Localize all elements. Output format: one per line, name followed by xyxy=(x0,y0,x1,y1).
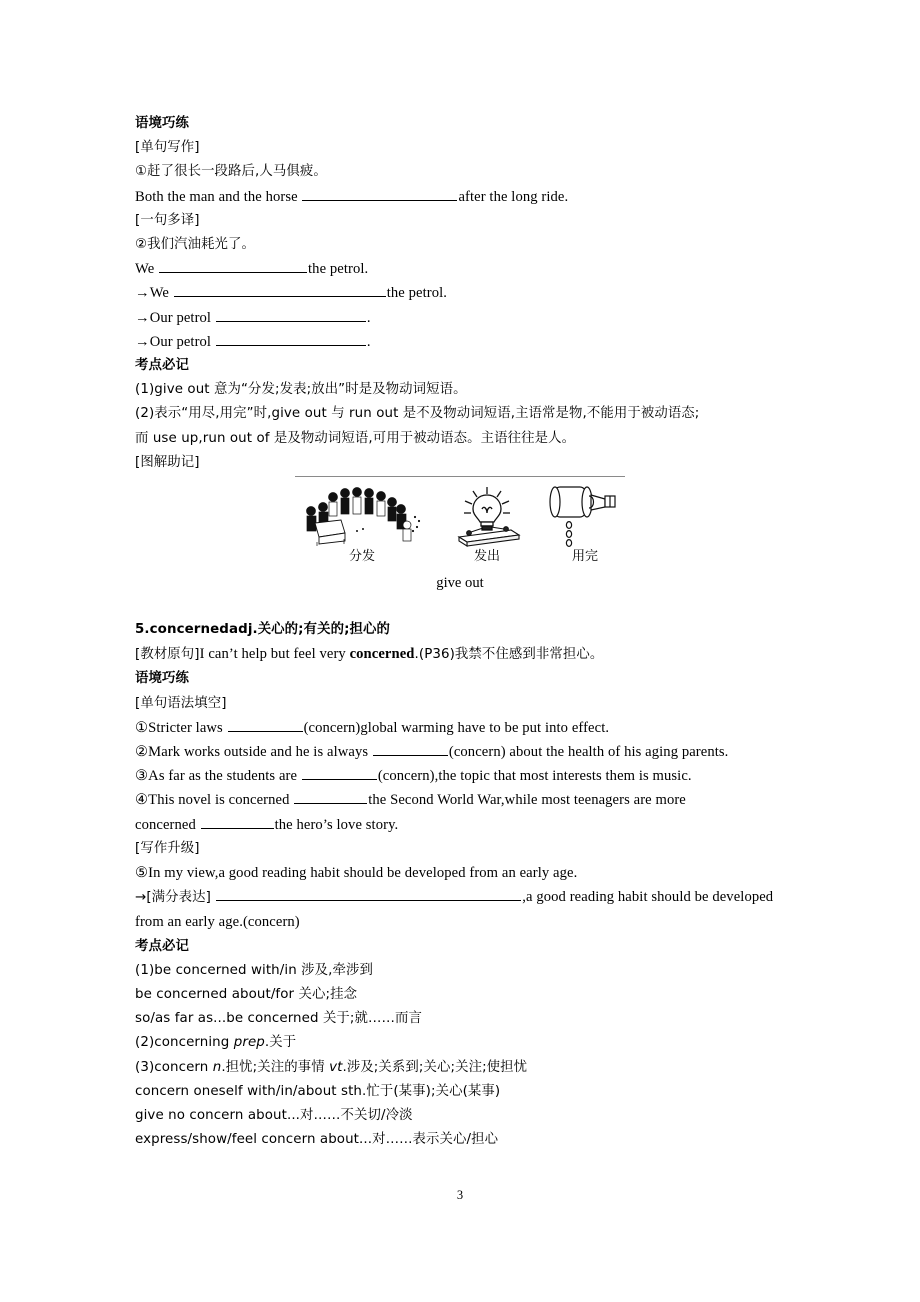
answer-blank[interactable] xyxy=(216,307,366,322)
entry5-note-4 xyxy=(135,1031,785,1055)
entry-5-heading: 5.concernedadj.关心的;有关的;担心的 xyxy=(135,622,391,637)
q1-post: (concern)global warming have to be put into effect. xyxy=(303,719,610,736)
q2-post: the petrol. xyxy=(308,261,369,278)
q2c-post: . xyxy=(366,309,371,326)
note-line-3: 而 use up,run out of 是及物动词短语,可用于被动语态。主语往往是人。 xyxy=(135,430,576,446)
question-2-answer-line-4 xyxy=(135,330,785,354)
label-multi-translation: [一句多译] xyxy=(135,212,200,228)
answer-blank[interactable] xyxy=(373,741,448,756)
answer-blank[interactable] xyxy=(159,258,307,273)
question-2-answer-line-3 xyxy=(135,306,785,330)
entry5-note-8: express/show/feel concern about...对……表示关心/担心 xyxy=(135,1132,499,1148)
q5-answer-pre: →[满分表达] xyxy=(135,890,216,906)
note-concern-n-mid: .担忧;关注的事情 xyxy=(221,1059,330,1075)
note-concern-pos-vt: vt xyxy=(329,1059,343,1075)
textbook-apostrophe: ’ xyxy=(228,646,234,663)
answer-blank[interactable] xyxy=(302,186,457,201)
label-writing-upgrade: [写作升级] xyxy=(135,840,200,856)
q1-post: after the long ride. xyxy=(458,188,569,205)
note-concern-pos-n: n xyxy=(212,1059,222,1075)
figure-item-distribute xyxy=(297,487,427,565)
textbook-label: [教材原句] xyxy=(135,647,200,663)
answer-blank[interactable] xyxy=(201,814,274,829)
entry5-question-2 xyxy=(135,740,785,764)
answer-blank[interactable] xyxy=(228,717,303,732)
question-2-chinese: ②我们汽油耗光了。 xyxy=(135,237,256,253)
entry5-question-1 xyxy=(135,716,785,740)
label-grammar-fill: [单句语法填空] xyxy=(135,695,227,711)
q2-pre: We xyxy=(135,261,159,278)
entry5-question-4-line2 xyxy=(135,813,785,837)
entry-5-block xyxy=(135,618,785,1152)
label-single-sentence-writing: [单句写作] xyxy=(135,140,200,156)
entry-5-textbook-sentence xyxy=(135,642,785,667)
q1-pre: Both the man and the horse xyxy=(135,188,302,205)
figure-row xyxy=(295,487,625,565)
entry5-note-6: concern oneself with/in/about sth.忙于(某事);关心(某事) xyxy=(135,1083,501,1099)
entry-5-practice-heading: 语境巧练 xyxy=(135,671,189,687)
give-out-figure xyxy=(295,476,625,592)
figure-caption: give out xyxy=(436,575,484,591)
q1-pre: ①Stricter laws xyxy=(135,719,227,736)
answer-blank[interactable] xyxy=(216,331,366,346)
note-concerning-pos: prep xyxy=(233,1035,265,1051)
entry5-note-1: (1)be concerned with/in 涉及,牵涉到 xyxy=(135,962,373,978)
q4b-pre: concerned xyxy=(135,816,200,833)
entry5-note-5 xyxy=(135,1056,785,1080)
empty-bottle-icon xyxy=(547,483,623,547)
question-2-answer-line-2 xyxy=(135,281,785,305)
figure-item-useup xyxy=(547,483,623,565)
answer-blank[interactable] xyxy=(302,765,377,780)
entry5-note-7: give no concern about...对……不关切/冷淡 xyxy=(135,1108,413,1124)
label-illustration: [图解助记] xyxy=(135,454,200,470)
answer-blank[interactable] xyxy=(294,790,367,805)
figure-label-emit: 发出 xyxy=(473,549,500,564)
entry5-question-3 xyxy=(135,764,785,788)
q2-pre: ②Mark works outside and he is always xyxy=(135,744,372,761)
question-1-chinese: ①赶了很长一段路后,人马俱疲。 xyxy=(135,164,327,180)
lightbulb-icon xyxy=(451,485,523,547)
page-content xyxy=(135,112,785,475)
q2d-pre: →Our petrol xyxy=(135,333,215,350)
question-2-answer-line-1 xyxy=(135,257,785,281)
entry5-question-5: ⑤In my view,a good reading habit should be developed from an early age. xyxy=(135,865,578,882)
q2c-pre: →Our petrol xyxy=(135,309,215,326)
entry5-note-2: be concerned about/for 关心;挂念 xyxy=(135,987,358,1003)
figure-label-distribute: 分发 xyxy=(348,549,375,564)
note-line-1: (1)give out 意为“分发;发表;放出”时是及物动词短语。 xyxy=(135,382,467,398)
note-concerning-post: .关于 xyxy=(264,1035,297,1051)
note-concern-n-post: .涉及;关系到;关心;关注;使担忧 xyxy=(342,1059,528,1075)
q4b-post: the hero’s love story. xyxy=(274,816,399,833)
question-1-answer-line xyxy=(135,185,785,209)
answer-blank[interactable] xyxy=(174,283,386,298)
page-number: 3 xyxy=(456,1188,464,1202)
entry5-note-3: so/as far as...be concerned 关于;就……而言 xyxy=(135,1011,422,1027)
q2-post: (concern) about the health of his aging parents. xyxy=(448,744,729,761)
q3-pre: ③As far as the students are xyxy=(135,768,301,785)
note-concern-n-pre: (3)concern xyxy=(135,1059,213,1075)
note-line-2: (2)表示“用尽,用完”时,give out 与 run out 是不及物动词短语,主语常是物,不能用于被动语态; xyxy=(135,406,700,422)
entry5-question-5-answer xyxy=(135,885,790,934)
q4-mid: the Second World War,while most teenagers are more xyxy=(368,792,686,809)
figure-divider xyxy=(295,476,625,477)
crowd-distributing-icon xyxy=(297,487,427,547)
section-heading-practice-1: 语境巧练 xyxy=(135,116,189,131)
answer-blank[interactable] xyxy=(216,886,521,901)
q2b-post: the petrol. xyxy=(386,285,448,302)
section-heading-notes-1: 考点必记 xyxy=(135,358,189,374)
textbook-mid: t help but feel very xyxy=(233,646,350,663)
q3-post: (concern),the topic that most interests them is music. xyxy=(377,768,692,785)
q2d-post: . xyxy=(366,333,371,350)
figure-label-useup: 用完 xyxy=(571,549,598,564)
q2b-pre: →We xyxy=(135,285,173,302)
textbook-pre: I can xyxy=(199,646,229,663)
figure-item-emit xyxy=(451,485,523,565)
textbook-post: .(P36)我禁不住感到非常担心。 xyxy=(414,647,604,663)
q5-answer-post: ,a good reading habit should be developed from an early age.(concern) xyxy=(135,889,774,931)
q4-pre: ④This novel is concerned xyxy=(135,792,294,809)
entry-5-notes-heading: 考点必记 xyxy=(135,938,189,954)
textbook-keyword: concerned xyxy=(349,646,415,663)
entry5-question-4-line1 xyxy=(135,788,785,812)
note-concerning-pre: (2)concerning xyxy=(135,1035,234,1051)
